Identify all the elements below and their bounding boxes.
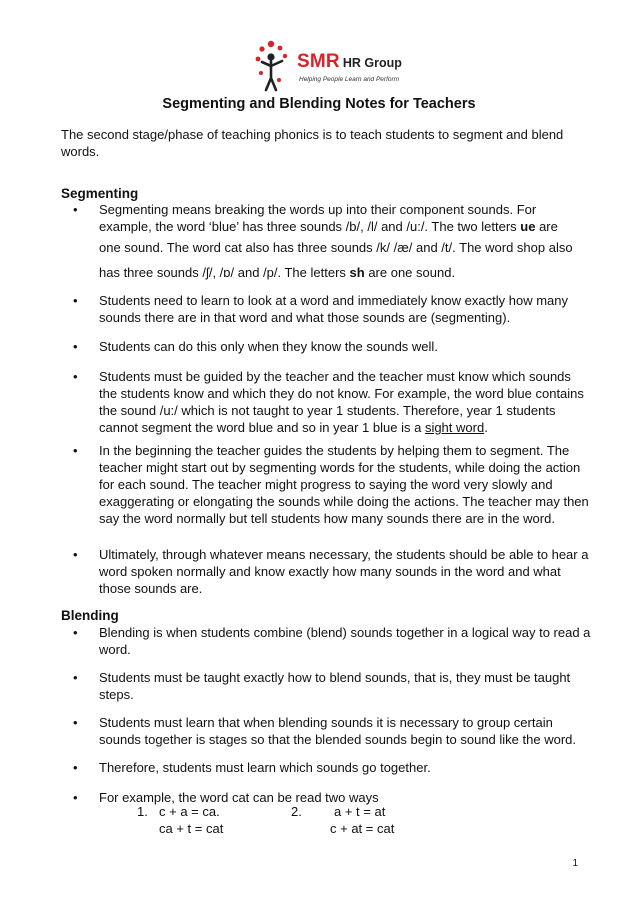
list-item — [61, 624, 591, 658]
bullet-icon: • — [73, 202, 78, 217]
line: one sound. The word cat also has three sounds /k/ /æ/ and /t/. The word shop also — [99, 240, 573, 255]
text: Ultimately, through whatever means necessary, the students should be able to hear a word spoken normally and know exactly how many sounds in the word and what those sounds are. — [99, 547, 589, 596]
text: Therefore, students must learn which sounds go together. — [99, 760, 431, 775]
text: Students must be guided by the teacher and the teacher must know which sounds the students know and which they do not know. For example, the word blue contains the sound /u:/ which is not taught to year 1 students. Therefore, year 1 students cannot segment the word blue and so in year 1 blue is a — [99, 369, 584, 435]
intro-paragraph: The second stage/phase of teaching phonics is to teach students to segment and blend words. — [61, 127, 564, 159]
blending-list-2 — [61, 669, 591, 703]
bullet-icon: • — [73, 293, 78, 308]
list-item — [61, 714, 591, 748]
list-item — [61, 292, 591, 326]
text: Students must be taught exactly how to blend sounds, that is, they must be taught steps. — [99, 670, 571, 702]
text: are one sound. — [364, 265, 456, 280]
underlined-text: sight word — [424, 420, 485, 435]
line — [99, 218, 591, 235]
text: Blending is when students combine (blend) sounds together in a logical way to read a word. — [99, 625, 591, 657]
text: Students must learn that when blending sounds it is necessary to group certain sounds together is stages so that the blended sounds begin to sound like the word. — [99, 715, 576, 747]
logo-tagline: Helping People Learn and Perform — [299, 76, 400, 83]
text: has three sounds /ʃ/, /ɒ/ and /p/. The letters — [99, 265, 350, 280]
text: are — [535, 219, 558, 234]
page-number: 1 — [572, 858, 578, 869]
bullet-icon: • — [73, 443, 78, 458]
example-2-step-1: a + t = at — [334, 804, 386, 819]
blending-heading: Blending — [61, 608, 119, 623]
bullet-icon: • — [73, 369, 78, 384]
segmenting-list-2 — [61, 292, 591, 326]
logo-wordmark — [297, 51, 402, 73]
list-item — [61, 546, 591, 597]
text: Students need to learn to look at a word and immediately know exactly how many sounds there are in that word and what those sounds are (segmenting). — [99, 293, 568, 325]
list-item — [61, 669, 591, 703]
list-item — [61, 759, 591, 776]
bullet-icon: • — [73, 625, 78, 640]
document-title: Segmenting and Blending Notes for Teachers — [162, 96, 476, 112]
blending-list-3 — [61, 714, 591, 748]
blending-list — [61, 624, 591, 658]
text: For example, the word cat can be read two ways — [99, 790, 379, 805]
text: . — [484, 420, 488, 435]
bullet-icon: • — [73, 339, 78, 354]
line: Segmenting means breaking the words up into their component sounds. For — [99, 202, 537, 217]
example-1-step-1: c + a = ca. — [159, 804, 220, 819]
example-number-2: 2. — [291, 804, 302, 819]
list-item — [61, 338, 591, 355]
smr-logo — [252, 38, 402, 96]
line — [99, 260, 591, 285]
segmenting-list — [61, 201, 591, 285]
blending-list-4 — [61, 759, 591, 776]
list-item — [61, 368, 591, 436]
list-item — [61, 201, 591, 285]
text: Students can do this only when they know the sounds well. — [99, 339, 438, 354]
example-number-1: 1. — [137, 804, 148, 819]
bold-text: sh — [349, 265, 365, 280]
logo-suffix: HR Group — [342, 56, 402, 70]
bullet-icon: • — [73, 715, 78, 730]
segmenting-list-6 — [61, 546, 591, 597]
segmenting-list-4 — [61, 368, 591, 436]
bullet-icon: • — [73, 547, 78, 562]
segmenting-list-5 — [61, 442, 591, 527]
example-2-step-2: c + at = cat — [330, 821, 395, 836]
people-figure-icon — [252, 38, 298, 96]
text: example, the word ‘blue’ has three sounds /b/, /l/ and /u:/. The two letters — [99, 219, 521, 234]
example-1-step-2: ca + t = cat — [159, 821, 224, 836]
bullet-icon: • — [73, 790, 78, 805]
bold-text: ue — [520, 219, 536, 234]
bullet-icon: • — [73, 670, 78, 685]
list-item — [61, 442, 591, 527]
bullet-icon: • — [73, 760, 78, 775]
segmenting-list-3 — [61, 338, 591, 355]
logo-brand: SMR — [297, 51, 340, 72]
text: In the beginning the teacher guides the students by helping them to segment. The teacher might start out by segmenting words for the students, while doing the action for each sound. The teacher might progress to saying the word very slowly and exaggerating or elongating the sounds while doing the actions. The teacher may then say the word normally but tell students how many sounds there are in the word. — [99, 443, 589, 526]
segmenting-heading: Segmenting — [61, 186, 139, 201]
